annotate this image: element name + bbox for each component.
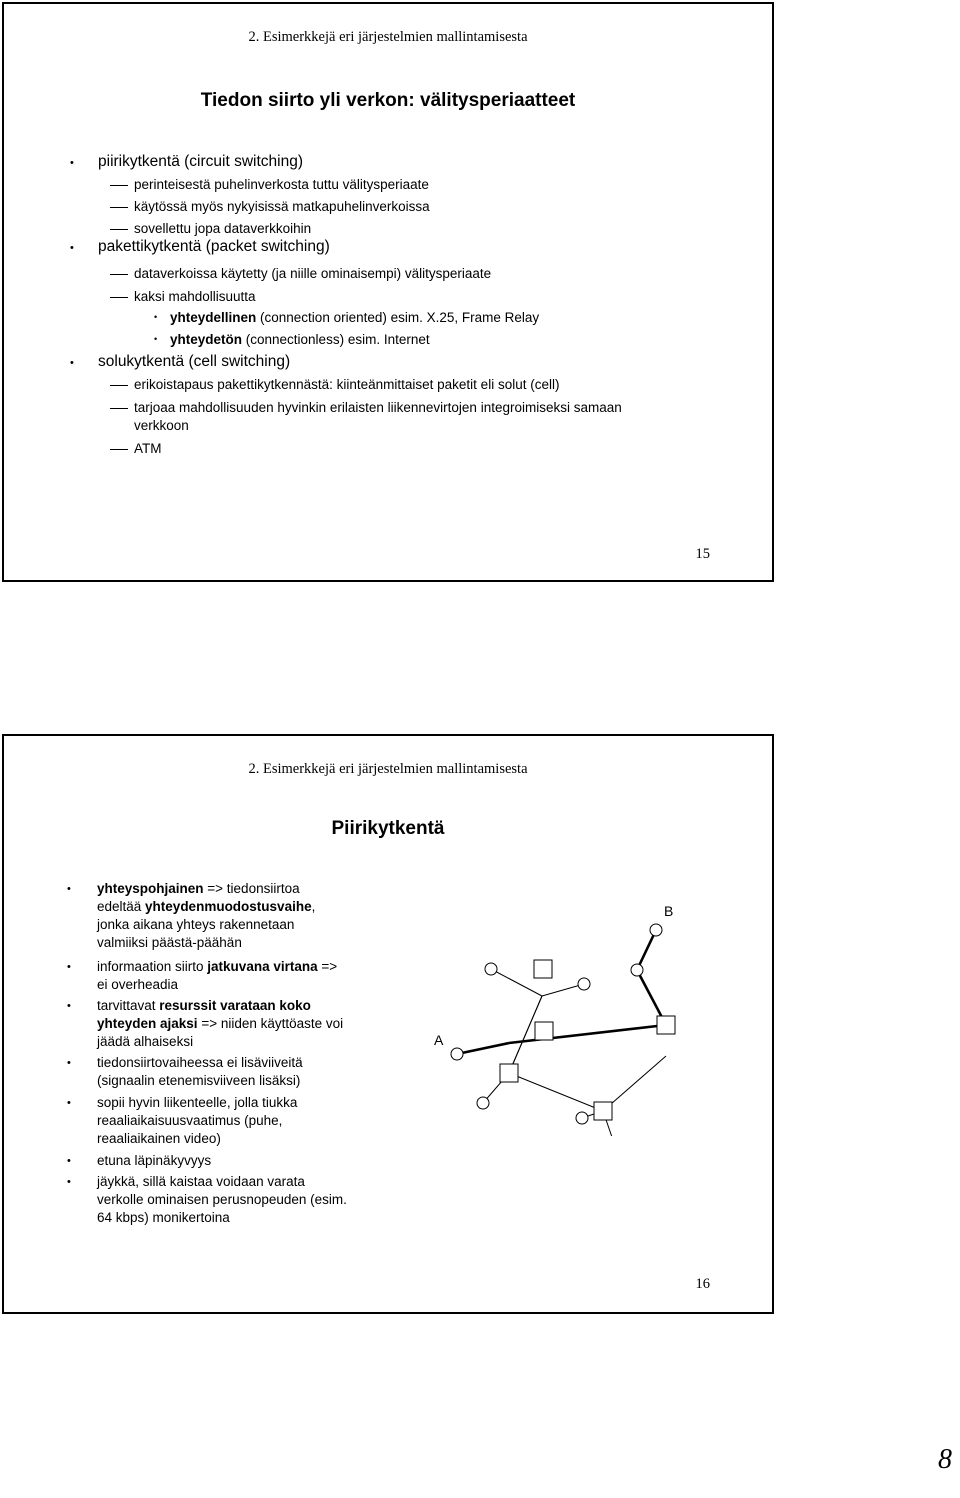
dash-icon <box>110 207 128 208</box>
network-link <box>542 984 584 996</box>
dash-icon <box>110 449 128 450</box>
bullet-icon: • <box>70 357 74 369</box>
item-text: valmiiksi päästä-päähän <box>97 935 242 950</box>
circuit-segment <box>457 1043 509 1054</box>
bullet-packet-switching: pakettikytkentä (packet switching) <box>98 238 330 255</box>
slide-title: Piirikytkentä <box>331 818 445 839</box>
item-text: (signaalin etenemisviiveen lisäksi) <box>97 1073 301 1088</box>
small-bullet-icon: • <box>154 334 158 344</box>
item-text: => <box>317 959 338 974</box>
switch-node <box>500 1064 518 1082</box>
item-text: => niiden käyttöaste voi <box>197 1016 344 1031</box>
item-text: => tiedonsiirtoa <box>203 881 300 896</box>
terminal-node-b <box>650 924 662 936</box>
bullet-continuous-stream <box>67 958 338 994</box>
item-text: reaaliaikainen video) <box>97 1131 221 1146</box>
bullet-icon: • <box>70 242 74 254</box>
dash-icon <box>110 408 128 409</box>
subbullet-text: erikoistapaus pakettikytkennästä: kiinteänmittaiset paketit eli solut (cell) <box>134 377 560 392</box>
bullet-resources-reserved <box>67 997 344 1051</box>
terminal-node <box>477 1097 489 1109</box>
dash-icon <box>110 274 128 275</box>
bullet-realtime <box>67 1094 298 1148</box>
subsub-connectionless <box>170 332 430 347</box>
bullet-transparency <box>67 1152 212 1170</box>
bullet-icon: • <box>67 1176 71 1188</box>
item-text: edeltää <box>97 899 146 914</box>
subbullet-text: tarjoaa mahdollisuuden hyvinkin erilaisten liikennevirtojen integroimiseksi samaan <box>134 400 622 415</box>
bold-term: resurssit varataan koko <box>159 998 311 1013</box>
circuit-path <box>457 930 666 1054</box>
small-bullet-icon: • <box>154 312 158 322</box>
bold-term: yhteydellinen <box>170 310 257 325</box>
subbullet-text-continued: verkkoon <box>134 418 189 433</box>
subbullet-text: käytössä myös nykyisissä matkapuhelinverkoissa <box>134 199 430 214</box>
circuit-segment <box>509 1025 666 1043</box>
bullet-cell-switching: solukytkentä (cell switching) <box>98 353 291 370</box>
switch-node <box>657 1016 675 1034</box>
item-rest: (connectionless) esim. Internet <box>242 332 430 347</box>
terminal-node <box>578 978 590 990</box>
bullet-icon: • <box>67 1057 71 1069</box>
subbullet-text: sovellettu jopa dataverkkoihin <box>134 221 312 236</box>
bold-term: jatkuvana virtana <box>207 959 318 974</box>
page-number: 16 <box>695 1276 710 1292</box>
document-page-number: 8 <box>938 1444 952 1475</box>
dash-icon <box>110 185 128 186</box>
network-link <box>509 1073 603 1111</box>
bullet-icon: • <box>67 1097 71 1109</box>
subbullet-text: kaksi mahdollisuutta <box>134 289 256 304</box>
switch-node <box>534 960 552 978</box>
terminal-node <box>485 963 497 975</box>
subbullet-text: perinteisestä puhelinverkosta tuttu välitysperiaate <box>134 177 429 192</box>
bold-term: yhteyspohjainen <box>97 881 204 896</box>
item-text: , <box>311 899 316 914</box>
bold-term: yhteydenmuodostusvaihe <box>145 899 312 914</box>
bold-term: yhteydetön <box>170 332 243 347</box>
item-text: reaaliaikaisuusvaatimus (puhe, <box>97 1113 283 1128</box>
switch-node <box>594 1102 612 1120</box>
dash-icon <box>110 297 128 298</box>
dash-icon <box>110 229 128 230</box>
item-text: jäädä alhaiseksi <box>97 1034 194 1049</box>
terminal-node <box>631 964 643 976</box>
item-text: 64 kbps) monikertoina <box>97 1210 230 1225</box>
item-text: verkolle ominaisen perusnopeuden (esim. <box>97 1192 347 1207</box>
bullet-icon: • <box>67 961 71 973</box>
bullet-connection-based <box>67 880 316 952</box>
switch-node <box>535 1022 553 1040</box>
item-text: sopii hyvin liikenteelle, jolla tiukka <box>97 1095 298 1110</box>
item-rest: (connection oriented) esim. X.25, Frame Relay <box>256 310 540 325</box>
subsub-connection-oriented <box>170 310 539 325</box>
bullet-icon: • <box>67 1000 71 1012</box>
label-b: B <box>664 906 674 919</box>
slide-title: Tiedon siirto yli verkon: välitysperiaatteet <box>200 90 576 111</box>
circuit-segment <box>637 930 656 970</box>
bullet-icon: • <box>67 883 71 895</box>
item-text: jonka aikana yhteys rakennetaan <box>97 917 295 932</box>
item-text: etuna läpinäkyvyys <box>97 1153 212 1168</box>
bullet-no-extra-delay <box>67 1054 303 1090</box>
circuit-network-diagram <box>424 906 704 1136</box>
subbullet-text: ATM <box>134 441 162 456</box>
page-number: 15 <box>695 546 710 562</box>
slide-header: 2. Esimerkkejä eri järjestelmien mallintamisesta <box>248 29 528 45</box>
bullet-circuit-switching: piirikytkentä (circuit switching) <box>98 153 303 170</box>
bold-term: yhteyden ajaksi <box>97 1016 198 1031</box>
bullet-icon: • <box>67 1155 71 1167</box>
terminal-node-a <box>451 1048 463 1060</box>
terminal-node <box>576 1112 588 1124</box>
item-text: tiedonsiirtovaiheessa ei lisäviiveitä <box>97 1055 303 1070</box>
bullet-icon: • <box>70 157 74 169</box>
item-text: tarvittavat <box>97 998 160 1013</box>
slide-15 <box>2 2 774 582</box>
subbullet-text: dataverkoissa käytetty (ja niille ominaisempi) välitysperiaate <box>134 266 492 281</box>
slide-16 <box>2 734 774 1314</box>
bullet-rigid <box>67 1173 347 1227</box>
label-a: A <box>434 1032 444 1048</box>
dash-icon <box>110 385 128 386</box>
item-text: informaation siirto <box>97 959 208 974</box>
item-text: ei overheadia <box>97 977 179 992</box>
slide-header: 2. Esimerkkejä eri järjestelmien mallintamisesta <box>248 761 528 777</box>
item-text: jäykkä, sillä kaistaa voidaan varata <box>97 1174 305 1189</box>
